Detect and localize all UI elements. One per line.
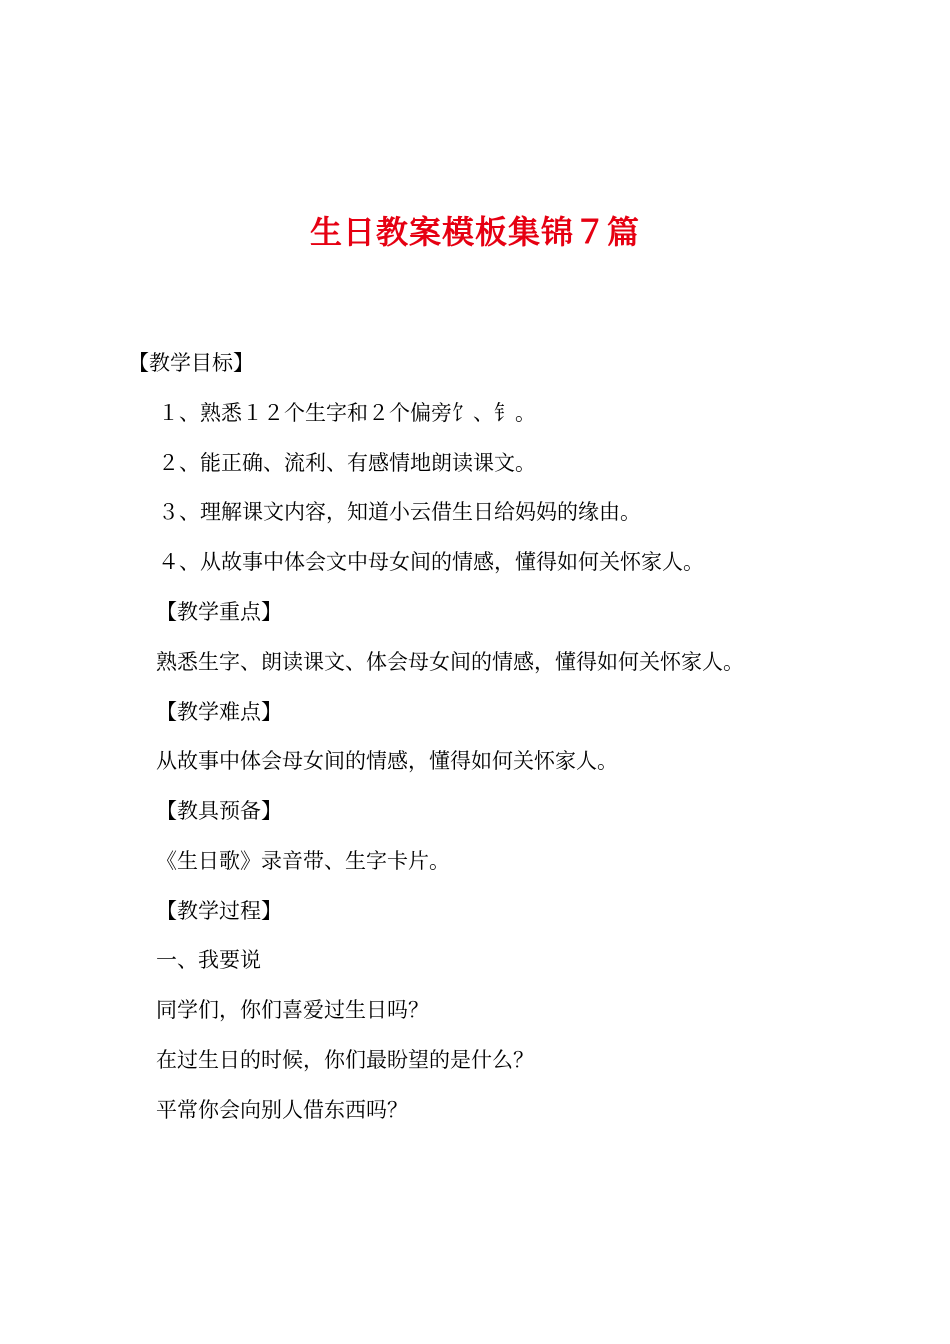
process-question-1: 同学们，你们喜爱过生日吗？: [156, 998, 429, 1022]
goal-item-2: ２、能正确、流利、有感情地朗读课文。: [158, 451, 536, 475]
process-step-heading: 一、我要说: [156, 948, 261, 972]
goal-item-3: ３、理解课文内容，知道小云借生日给妈妈的缘由。: [158, 500, 641, 524]
goal-item-1: １、熟悉１２个生字和２个偏旁饣、钅。: [158, 401, 536, 425]
process-question-2: 在过生日的时候，你们最盼望的是什么？: [156, 1048, 534, 1072]
section-heading-key-points: 【教学重点】: [156, 600, 282, 624]
section-heading-teaching-process: 【教学过程】: [156, 899, 282, 923]
section-heading-teaching-aids: 【教具预备】: [156, 799, 282, 823]
key-points-text: 熟悉生字、朗读课文、体会母女间的情感，懂得如何关怀家人。: [156, 650, 744, 674]
document-title: 生日教案模板集锦７篇: [309, 213, 640, 251]
difficulties-text: 从故事中体会母女间的情感，懂得如何关怀家人。: [156, 749, 618, 773]
section-heading-teaching-goals: 【教学目标】: [128, 351, 254, 375]
goal-item-4: ４、从故事中体会文中母女间的情感，懂得如何关怀家人。: [158, 550, 704, 574]
teaching-aids-text: 《生日歌》录音带、生字卡片。: [156, 849, 450, 873]
section-heading-difficulties: 【教学难点】: [156, 700, 282, 724]
process-question-3: 平常你会向别人借东西吗？: [156, 1098, 408, 1122]
